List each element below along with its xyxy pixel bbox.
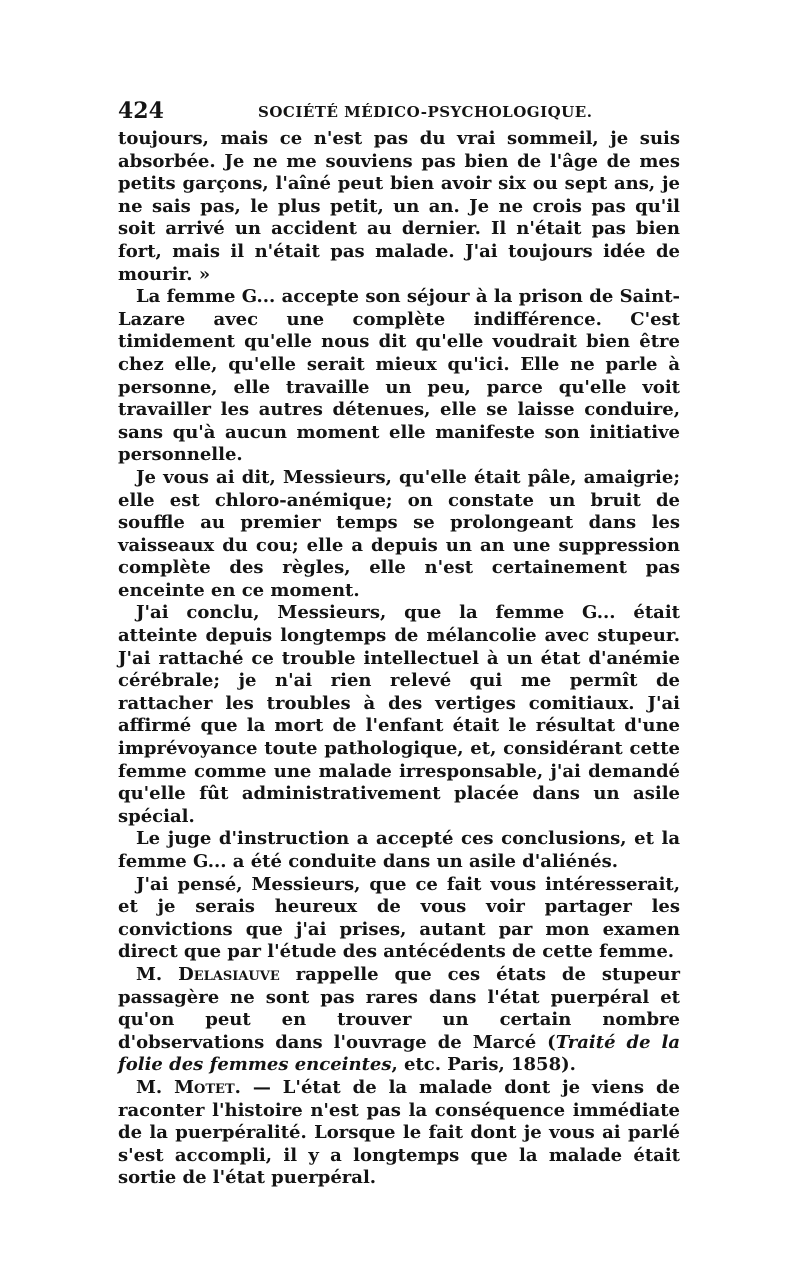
running-title: SOCIÉTÉ MÉDICO-PSYCHOLOGIQUE. <box>258 103 593 121</box>
paragraph <box>118 964 680 1077</box>
citation-after: , etc. Paris, 1858). <box>391 1054 576 1076</box>
speaker-name: M. Delasiauve <box>136 963 280 985</box>
paragraph <box>118 1077 680 1190</box>
body-text <box>118 128 680 1190</box>
book-page <box>118 98 680 1190</box>
paragraph-text: — L'état de la malade dont je viens de raconter l'histoire n'est pas la conséquence immédiate de la puerpéralité. Lorsque le fait dont je vous ai parlé s'est accompli, il y a longtemps que la malade était sortie de l'état puerpéral. <box>118 1076 680 1189</box>
page-header <box>118 98 680 128</box>
paragraph: Le juge d'instruction a accepté ces conclusions, et la femme G... a été conduite dans un asile d'aliénés. <box>118 828 680 872</box>
paragraph: J'ai conclu, Messieurs, que la femme G... était atteinte depuis longtemps de mélancolie avec stupeur. J'ai rattaché ce trouble intellectuel à un état d'anémie cérébrale; je n'ai rien relevé qui me permît de rattacher les troubles à des vertiges comitiaux. J'ai affirmé que la mort de l'enfant était le résultat d'une imprévoyance toute pathologique, et, considérant cette femme comme une malade irresponsable, j'ai demandé qu'elle fût administrativement placée dans un asile spécial. <box>118 602 680 827</box>
citation-title: Traité de la folie des femmes enceintes <box>118 1031 680 1076</box>
paragraph: Je vous ai dit, Messieurs, qu'elle était pâle, amaigrie; elle est chloro-anémique; on constate un bruit de souffle au premier temps se prolongeant dans les vaisseaux du cou; elle a depuis un an une suppression complète des règles, elle n'est certainement pas enceinte en ce moment. <box>118 466 680 601</box>
page-number: 424 <box>118 98 164 124</box>
paragraph: La femme G... accepte son séjour à la prison de Saint-Lazare avec une complète indifférence. C'est timidement qu'elle nous dit qu'elle voudrait bien être chez elle, qu'elle serait mieux qu'ici. Elle ne parle à personne, elle travaille un peu, parce qu'elle voit travailler les autres détenues, elle se laisse conduire, sans qu'à aucun moment elle manifeste son initiative personnelle. <box>118 286 680 466</box>
paragraph: J'ai pensé, Messieurs, que ce fait vous intéresserait, et je serais heureux de vous voir partager les convictions que j'ai prises, autant par mon examen direct que par l'étude des antécédents de cette femme. <box>118 873 680 963</box>
paragraph-text: rappelle que ces états de stupeur passagère ne sont pas rares dans l'état puerpéral et qu'on peut en trouver un certain nombre d'observations dans l'ouvrage de Marcé ( <box>118 963 680 1053</box>
speaker-name: M. Motet. <box>136 1076 241 1098</box>
paragraph: toujours, mais ce n'est pas du vrai sommeil, je suis absorbée. Je ne me souviens pas bien de l'âge de mes petits garçons, l'aîné peut bien avoir six ou sept ans, je ne sais pas, le plus petit, un an. Je ne crois pas qu'il soit arrivé un accident au dernier. Il n'était pas bien fort, mais il n'était pas malade. J'ai toujours idée de mourir. » <box>118 128 680 285</box>
